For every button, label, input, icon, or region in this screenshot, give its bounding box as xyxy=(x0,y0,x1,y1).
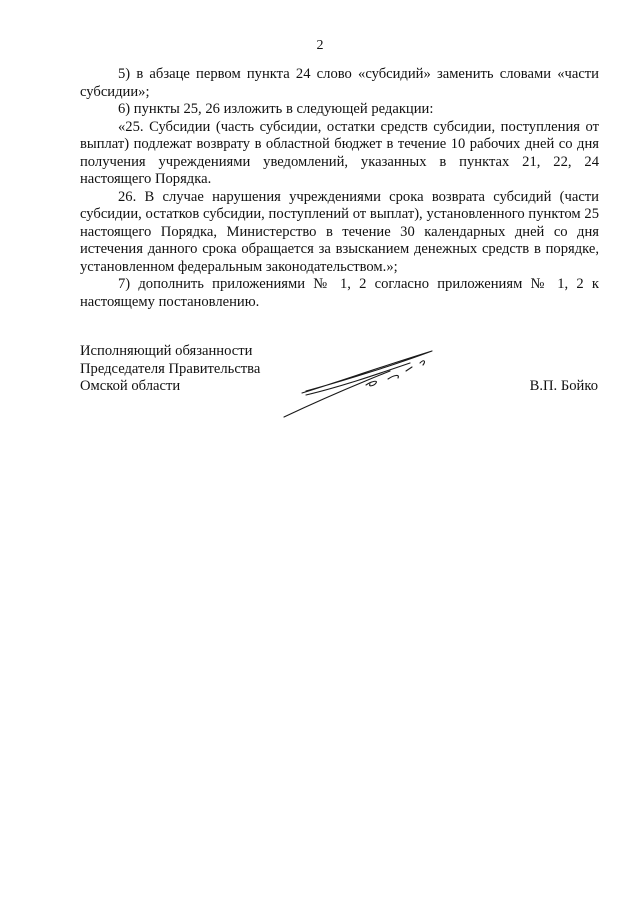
signatory-title-line: Исполняющий обязанности xyxy=(80,343,253,359)
signatory-title-line: Председателя Правительства xyxy=(80,360,261,377)
signatory-name: В.П. Бойко xyxy=(529,378,598,394)
paragraph-point-25: «25. Субсидии (часть субсидии, остатки средств субсидии, поступления от выплат) подлежат возврату в областной бюджет в течение 10 рабочих дней со дня получения учреждениями уведомлений, указанных в пунктах 21, 22, 24 настоящего Порядка. xyxy=(80,118,599,187)
paragraph-item-7: 7) дополнить приложениями № 1, 2 согласно приложениям № 1, 2 к настоящему постановлению. xyxy=(80,276,599,310)
page-number: 2 xyxy=(316,38,324,53)
document-body xyxy=(80,66,599,311)
paragraph-point-26: 26. В случае нарушения учреждениями срока возврата субсидий (части субсидии, остатков субсидии, поступлений от выплат), установленного пунктом 25 настоящего Порядка, Министерство в течение 30 календарных дней со дня истечения данного срока обращается за взысканием денежных средств в порядке, установленном федеральным законодательством.»; xyxy=(80,188,599,275)
signatory-title-line: Омской области xyxy=(80,378,181,394)
signatory-title xyxy=(80,343,260,396)
paragraph-item-6: 6) пункты 25, 26 изложить в следующей редакции: xyxy=(118,101,434,117)
paragraph-item-5: 5) в абзаце первом пункта 24 слово «субсидий» заменить словами «части субсидии»; xyxy=(80,66,599,100)
handwritten-signature xyxy=(280,345,440,420)
